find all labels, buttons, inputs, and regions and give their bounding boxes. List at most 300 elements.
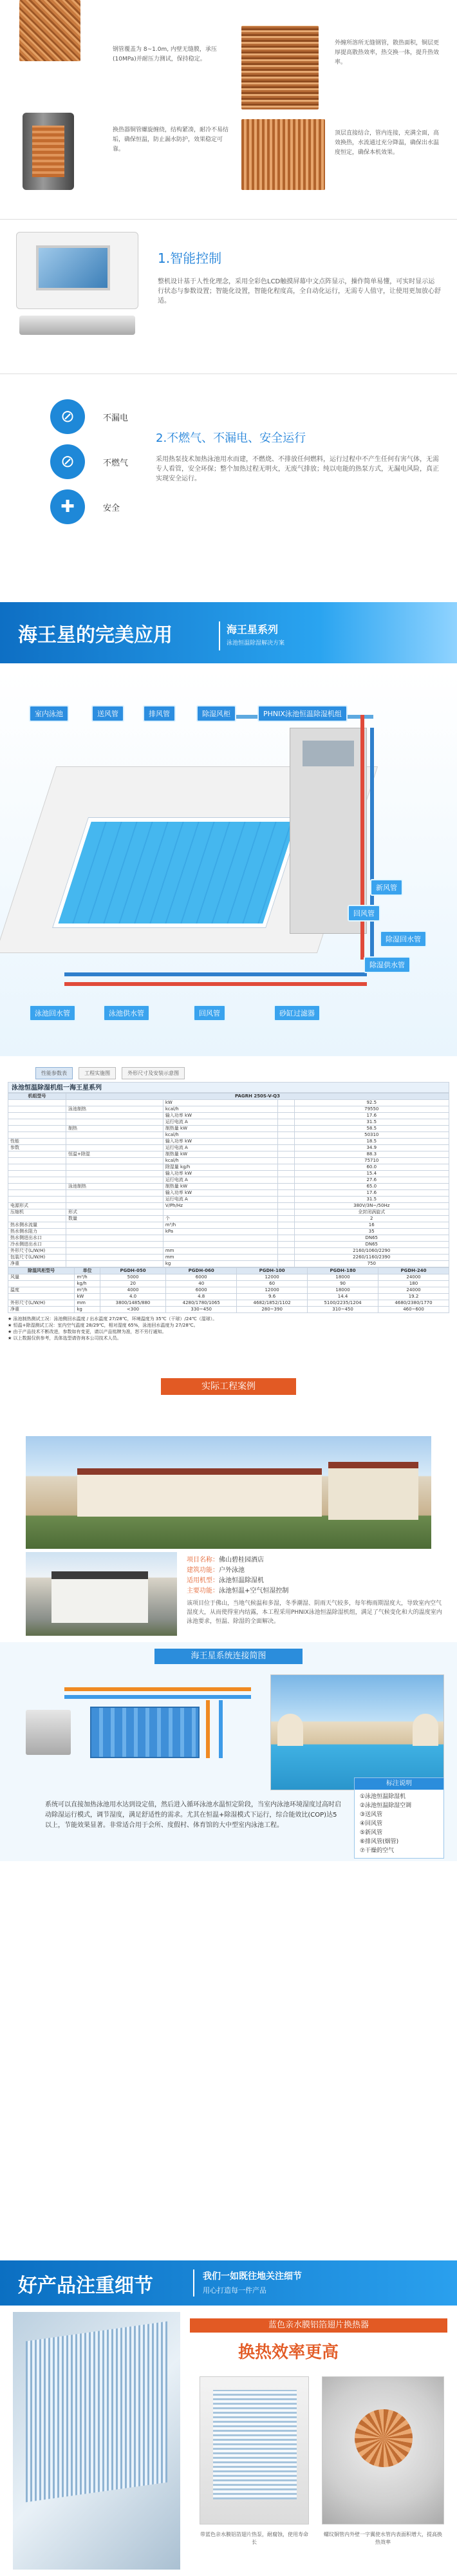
cabinet-cell: 6000 bbox=[166, 1287, 237, 1294]
indoor-pool-photo bbox=[270, 1674, 444, 1790]
cabinet-cell: 9.6 bbox=[237, 1294, 308, 1300]
spec-cell: 75710 bbox=[294, 1158, 449, 1164]
spec-cell bbox=[8, 1132, 66, 1139]
spec-row bbox=[8, 1261, 449, 1267]
banner-title: 海王星的完美应用 bbox=[18, 624, 173, 647]
spec-row bbox=[8, 1164, 449, 1171]
control-panel-photo bbox=[16, 232, 138, 309]
cabinet-cell: 4680/2380/1770 bbox=[378, 1300, 449, 1307]
safety-label-1: 不漏电 bbox=[103, 413, 129, 423]
spec-row bbox=[8, 1216, 449, 1222]
case-photo-building bbox=[26, 1552, 177, 1636]
spec-cell bbox=[66, 1235, 163, 1242]
spec-cell bbox=[8, 1106, 66, 1113]
spec-cell: mm bbox=[163, 1248, 277, 1255]
label-dehumid-cabinet: 除湿风柜 bbox=[196, 705, 236, 722]
spec-cell bbox=[163, 1235, 277, 1242]
legend-item-2: ②泳池恒温除湿空调 bbox=[360, 1803, 412, 1809]
legend-item-7: ⑦干燥的空气 bbox=[360, 1848, 395, 1854]
spec-head-cell: 除湿风柜型号 bbox=[8, 1268, 75, 1274]
spec-cell bbox=[277, 1113, 294, 1119]
detail-sub2: 用心打造每一件产品 bbox=[203, 2286, 266, 2295]
spec-cell: 电源形式 bbox=[8, 1203, 66, 1209]
spec-cell bbox=[277, 1203, 294, 1209]
note-2: ★ 恒温+除湿测试工况：室内空气温度 28/29℃，相对湿度 65%，泳池回水温度为 27/28℃。 bbox=[8, 1323, 198, 1328]
spec-cell: 压缩机 bbox=[8, 1209, 66, 1216]
spec-cell bbox=[66, 1261, 163, 1267]
spec-cell: 运行电流 A bbox=[163, 1177, 277, 1184]
fin-coil-photo bbox=[241, 119, 325, 190]
spec-cell: 个 bbox=[163, 1216, 277, 1222]
spec-cell bbox=[277, 1119, 294, 1126]
cabinet-cell: 24000 bbox=[378, 1274, 449, 1281]
cabinet-cell: 180 bbox=[378, 1281, 449, 1287]
cabinet-cell: 12000 bbox=[237, 1287, 308, 1294]
cabinet-row bbox=[8, 1307, 449, 1313]
case-key-3: 适用机型： bbox=[187, 1577, 219, 1584]
cabinet-cell: 外形尺寸(L/W/H) bbox=[8, 1300, 75, 1307]
spec-cell bbox=[8, 1158, 66, 1164]
spec-cell: 制热量 kW bbox=[163, 1126, 277, 1132]
case-val-4: 泳池恒温+空气恒湿控制 bbox=[219, 1587, 289, 1595]
spec-cell bbox=[277, 1177, 294, 1184]
banner-sub1: 海王星系列 bbox=[227, 623, 279, 636]
spec-cell: 79550 bbox=[294, 1106, 449, 1113]
intro-text-3: 换热器铜管螺旋缠绕，结构紧凑，耐冷不易结垢，确保恒温，防止漏水防护，效果稳定可靠。 bbox=[113, 127, 229, 153]
spec-table-block bbox=[8, 1082, 449, 1341]
spec-title: 泳池恒温除湿机组一海王星系列 bbox=[8, 1082, 449, 1093]
spec-cell: 运行电流 A bbox=[163, 1119, 277, 1126]
cabinet-cell: 18000 bbox=[308, 1287, 378, 1294]
cabinet-cell: 310~450 bbox=[308, 1307, 378, 1313]
spec-cell: 60.0 bbox=[294, 1164, 449, 1171]
spec-head-cell: PGDH-180 bbox=[308, 1268, 378, 1274]
cabinet-cell: 24000 bbox=[378, 1287, 449, 1294]
cabinet-cell: mm bbox=[75, 1300, 100, 1307]
spec-cell bbox=[8, 1190, 66, 1197]
divider bbox=[0, 219, 457, 220]
banner-sub2: 泳池恒温除湿解决方案 bbox=[227, 640, 285, 647]
cabinet-cell: 14.4 bbox=[308, 1294, 378, 1300]
cabinet-cell: 4.0 bbox=[100, 1294, 165, 1300]
intro-text-4: 顶层直接结合，管内连接，充满全面，高效换热，水流通过充分降温，确保出水温度恒定，确保本机效果。 bbox=[335, 130, 440, 156]
spec-cell: 输入功率 kW bbox=[163, 1171, 277, 1177]
spec-cell bbox=[66, 1255, 163, 1261]
spec-cell: 运行电流 A bbox=[163, 1197, 277, 1203]
note-3: ★ 由于产品技术不断改进，参数如有变更，请以产品铭牌为准，恕不另行通知。 bbox=[8, 1329, 167, 1334]
spec-cell: kcal/h bbox=[163, 1132, 277, 1139]
spec-cell bbox=[277, 1190, 294, 1197]
label-exhaust-duct: 排风管 bbox=[143, 705, 176, 722]
spec-cell bbox=[277, 1235, 294, 1242]
label-pool-return-pipe: 泳池回水管 bbox=[29, 1005, 76, 1021]
cabinet-cell: 温度 bbox=[8, 1287, 75, 1294]
model-label: 机组型号 bbox=[8, 1094, 66, 1100]
spec-cell bbox=[277, 1229, 294, 1235]
spec-cell bbox=[277, 1184, 294, 1190]
cabinet-cell: kg/h bbox=[75, 1281, 100, 1287]
cabinet-cell: 4000 bbox=[100, 1287, 165, 1294]
spec-cell: 2 bbox=[294, 1216, 449, 1222]
safety-label-2: 不燃气 bbox=[103, 459, 129, 468]
spec-cell: kPa bbox=[163, 1229, 277, 1235]
spec-cell bbox=[8, 1216, 66, 1222]
spec-cell bbox=[8, 1126, 66, 1132]
spec-cell: kcal/h bbox=[163, 1106, 277, 1113]
cabinet-cell: 6000 bbox=[166, 1274, 237, 1281]
spec-head-cell: PGDH-240 bbox=[378, 1268, 449, 1274]
application-banner bbox=[0, 602, 457, 663]
cabinet-cell: 风量 bbox=[8, 1274, 75, 1281]
spec-cell bbox=[66, 1164, 163, 1171]
spec-cell: 输入功率 kW bbox=[163, 1190, 277, 1197]
spec-cell bbox=[277, 1132, 294, 1139]
cabinet-cell: m³/h bbox=[75, 1287, 100, 1294]
spec-cell bbox=[277, 1216, 294, 1222]
spec-cell bbox=[277, 1145, 294, 1151]
spec-head-cell: 单位 bbox=[75, 1268, 100, 1274]
spec-cell bbox=[66, 1197, 163, 1203]
spec-cell: 制热量 kW bbox=[163, 1151, 277, 1158]
tab-dimensions[interactable]: 外形尺寸及安装示意图 bbox=[122, 1067, 185, 1079]
spec-row bbox=[8, 1158, 449, 1164]
spec-cell: 2160/1060/2290 bbox=[294, 1248, 449, 1255]
label-return-air-duct-right: 回风管 bbox=[348, 905, 380, 922]
spec-cell bbox=[277, 1197, 294, 1203]
spec-cell bbox=[8, 1197, 66, 1203]
spec-cell: 除湿量 kg/h bbox=[163, 1164, 277, 1171]
spec-cell: 冷水侧进出水口 bbox=[8, 1242, 66, 1248]
spec-cell: 750 bbox=[294, 1261, 449, 1267]
cabinet-cell: 4280/1780/1065 bbox=[166, 1300, 237, 1307]
spec-cell bbox=[66, 1119, 163, 1126]
detail-caption-2: 螺纹铜管内外壁一字翼使水管内表面积增大，提高换热效率 bbox=[324, 2532, 442, 2545]
spec-row bbox=[8, 1203, 449, 1209]
spec-cell: 净重 bbox=[8, 1261, 66, 1267]
no-leak-icon: ⊘ bbox=[50, 399, 85, 434]
spec-cell: 380V/3N~/50Hz bbox=[294, 1203, 449, 1209]
spec-cell: 泳池制热 bbox=[66, 1184, 163, 1190]
label-fresh-air-duct: 新风管 bbox=[370, 879, 403, 896]
legend-title: 标注说明 bbox=[355, 1778, 443, 1790]
spec-cell: 包装尺寸(L/W/H) bbox=[8, 1255, 66, 1261]
spec-cell: 运行电流 A bbox=[163, 1145, 277, 1151]
note-1: ★ 泳池制热测试工况：泳池侧回水温度 / 出水温度 27/28℃，环境温度为 35℃（干球）/24℃（湿球）。 bbox=[8, 1316, 218, 1321]
spec-cell bbox=[277, 1151, 294, 1158]
spec-cell bbox=[163, 1242, 277, 1248]
spec-row bbox=[8, 1184, 449, 1190]
spec-cell bbox=[277, 1209, 294, 1216]
connection-title: 海王星系统连接简图 bbox=[154, 1649, 303, 1664]
spec-row bbox=[8, 1229, 449, 1235]
spec-cell: kg bbox=[163, 1261, 277, 1267]
spec-cell: DN65 bbox=[294, 1242, 449, 1248]
spec-cell: 18.5 bbox=[294, 1139, 449, 1145]
safety-title: 2.不燃气、不漏电、安全运行 bbox=[156, 431, 306, 445]
spec-cell bbox=[8, 1177, 66, 1184]
spec-cell: kcal/h bbox=[163, 1158, 277, 1164]
case-key-4: 主要功能： bbox=[187, 1587, 219, 1595]
spec-cell bbox=[66, 1113, 163, 1119]
detail-banner bbox=[0, 2260, 457, 2306]
spec-cell bbox=[8, 1119, 66, 1126]
spec-cell bbox=[277, 1126, 294, 1132]
spec-head-cell: PGDH-050 bbox=[100, 1268, 165, 1274]
legend-item-1: ①泳池恒温除湿机 bbox=[360, 1794, 406, 1800]
cabinet-cell: 4.8 bbox=[166, 1294, 237, 1300]
spec-cell bbox=[277, 1255, 294, 1261]
spec-row bbox=[8, 1190, 449, 1197]
spec-cell: 泳池制热 bbox=[66, 1106, 163, 1113]
spec-cell bbox=[8, 1164, 66, 1171]
spec-cell: 27.6 bbox=[294, 1177, 449, 1184]
label-sand-filter: 砂缸过滤器 bbox=[274, 1005, 321, 1021]
model-value: PAGRH 250S-V-Q3 bbox=[66, 1094, 449, 1100]
spec-row bbox=[8, 1151, 449, 1158]
spec-cell: m³/h bbox=[163, 1222, 277, 1229]
spec-cell bbox=[277, 1106, 294, 1113]
label-return-air-duct: 回风管 bbox=[193, 1005, 226, 1021]
cabinet-cell bbox=[8, 1281, 75, 1287]
cabinet-cell: <300 bbox=[100, 1307, 165, 1313]
spec-cell: 恒温+除湿 bbox=[66, 1151, 163, 1158]
cabinet-cell bbox=[8, 1294, 75, 1300]
spec-cell: 热水侧水流量 bbox=[8, 1222, 66, 1229]
spec-cell bbox=[66, 1242, 163, 1248]
spec-head-cell: PGDH-060 bbox=[166, 1268, 237, 1274]
cabinet-cell: 330~450 bbox=[166, 1307, 237, 1313]
spec-row bbox=[8, 1145, 449, 1151]
fin-detail-photo bbox=[13, 2312, 180, 2570]
spec-row bbox=[8, 1197, 449, 1203]
label-indoor-pool: 室内泳池 bbox=[29, 705, 69, 722]
spec-cell bbox=[277, 1158, 294, 1164]
cabinet-cell: 18000 bbox=[308, 1274, 378, 1281]
cabinet-cell: 460~600 bbox=[378, 1307, 449, 1313]
cabinet-cell: 净重 bbox=[8, 1307, 75, 1313]
spec-cell: 参数 bbox=[8, 1145, 66, 1151]
spec-cell bbox=[66, 1229, 163, 1235]
spec-cell: 31.5 bbox=[294, 1197, 449, 1203]
case-info bbox=[187, 1555, 444, 1626]
spec-cell bbox=[66, 1222, 163, 1229]
spec-row bbox=[8, 1248, 449, 1255]
label-dehumid-supply-pipe: 除湿供水管 bbox=[364, 956, 411, 973]
spec-cell bbox=[8, 1113, 66, 1119]
spec-cell: 65.0 bbox=[294, 1184, 449, 1190]
spec-cell bbox=[277, 1248, 294, 1255]
legend-item-4: ④回风管 bbox=[360, 1821, 383, 1827]
detail-slogan: 换热效率更高 bbox=[238, 2343, 339, 2362]
spec-cell: 全封闭涡旋式 bbox=[294, 1209, 449, 1216]
spec-cell: 17.6 bbox=[294, 1190, 449, 1197]
spec-cell bbox=[8, 1184, 66, 1190]
spec-row bbox=[8, 1113, 449, 1119]
spec-row bbox=[8, 1126, 449, 1132]
note-4: ★ 以上数据仅供参考，具体选型请咨询本公司技术人员。 bbox=[8, 1336, 122, 1341]
spec-cell: 50310 bbox=[294, 1132, 449, 1139]
smart-control-body: 整机设计基于人性化理念，采用全彩色LCD触摸屏幕中文点阵显示，操作简单易懂，可实时显示运行状态与参数设置；智能化设置，智能化程度高，全自动化运行，无需专人值守，让使用更加放心舒适。 bbox=[158, 278, 441, 305]
cabinet-row bbox=[8, 1300, 449, 1307]
label-supply-duct: 送风管 bbox=[91, 705, 124, 722]
spec-cell: V/Ph/Hz bbox=[163, 1203, 277, 1209]
cabinet-cell: 4682/1852/1102 bbox=[237, 1300, 308, 1307]
spec-notes bbox=[8, 1316, 449, 1341]
spec-cell bbox=[277, 1164, 294, 1171]
spec-cell bbox=[8, 1100, 66, 1106]
spec-cell: 输入功率 kW bbox=[163, 1139, 277, 1145]
cabinet-cell: 5000 bbox=[100, 1274, 165, 1281]
case-val-3: 泳池恒温除湿机 bbox=[219, 1577, 264, 1584]
safety-label-3: 安全 bbox=[103, 504, 120, 513]
detail-chip: 蓝色亲水膜铝箔翅片换热器 bbox=[190, 2318, 447, 2333]
spec-cell: 35 bbox=[294, 1229, 449, 1235]
label-dehumid-return-pipe: 除湿回水管 bbox=[380, 931, 427, 947]
spec-cell: 性能 bbox=[8, 1139, 66, 1145]
spec-cell bbox=[66, 1203, 163, 1209]
cabinet-cell: 20 bbox=[100, 1281, 165, 1287]
intro-text-2: 外缠所溶所无缝钢管，散热面积，铜层更厚提高散热效率，热交换一体，提升热效率。 bbox=[335, 40, 440, 66]
spec-cell: 2260/1160/2390 bbox=[294, 1255, 449, 1261]
intro-text-1: 钢管覆盖为 8~1.0m, 内壁无缝膜，承压(10MPa)并耐压力测试，保持稳定。 bbox=[113, 46, 217, 62]
cabinet-cell: 19.2 bbox=[378, 1294, 449, 1300]
legend-box bbox=[354, 1777, 444, 1859]
spec-cell bbox=[66, 1158, 163, 1164]
cabinet-cell: kg bbox=[75, 1307, 100, 1313]
case-key-2: 建筑功能： bbox=[187, 1567, 219, 1574]
spec-cell bbox=[8, 1171, 66, 1177]
spec-cell: 数量 bbox=[66, 1216, 163, 1222]
cabinet-cell: kW bbox=[75, 1294, 100, 1300]
pool-system-diagram bbox=[0, 670, 457, 1056]
spec-cell: 输入功率 kW bbox=[163, 1113, 277, 1119]
spec-cell bbox=[66, 1248, 163, 1255]
legend-item-5: ⑤新风管 bbox=[360, 1830, 383, 1836]
connection-diagram bbox=[26, 1674, 257, 1765]
spec-tab-bar bbox=[0, 1056, 457, 1082]
spec-cell: 热水侧进出水口 bbox=[8, 1235, 66, 1242]
spec-cell: mm bbox=[163, 1255, 277, 1261]
spec-cell bbox=[163, 1209, 277, 1216]
spec-cell bbox=[277, 1100, 294, 1106]
fin-closeup-photo bbox=[200, 2376, 309, 2524]
controller-unit-photo bbox=[19, 316, 135, 335]
cabinet-cell: 40 bbox=[166, 1281, 237, 1287]
spec-row bbox=[8, 1242, 449, 1248]
safety-body: 采用热泵技术加热泳池用水而建，不燃烧、不排放任何燃料，运行过程中不产生任何有害气体，无需专人看管，安全环保；整个加热过程无明火，无废气排放；纯以电能的热泵方式，无漏电风险，真正实现安全运行。 bbox=[156, 456, 439, 482]
spec-cell: 制热量 kW bbox=[163, 1184, 277, 1190]
spec-row bbox=[8, 1106, 449, 1113]
spec-row bbox=[8, 1177, 449, 1184]
case-val-1: 佛山碧桂园酒店 bbox=[219, 1557, 264, 1564]
spec-cell bbox=[66, 1190, 163, 1197]
cabinet-cell: m³/h bbox=[75, 1274, 100, 1281]
spec-cell: kW bbox=[163, 1100, 277, 1106]
spec-cell: 制热 bbox=[66, 1126, 163, 1132]
spec-cell: 16 bbox=[294, 1222, 449, 1229]
spec-cell bbox=[277, 1171, 294, 1177]
detail-title: 好产品注重细节 bbox=[18, 2275, 153, 2297]
spec-row bbox=[8, 1171, 449, 1177]
copper-coil-photo bbox=[19, 0, 80, 61]
spec-table-cabinet bbox=[8, 1267, 449, 1313]
legend-item-3: ③送风管 bbox=[360, 1812, 383, 1818]
case-title: 实际工程案例 bbox=[161, 1378, 296, 1395]
detail-caption-1: 带蓝色亲水膜铝箔翅片热泵，耐腐蚀，使用寿命长 bbox=[200, 2532, 308, 2545]
spec-row bbox=[8, 1235, 449, 1242]
spec-cell: 外形尺寸(L/W/H) bbox=[8, 1248, 66, 1255]
safe-shield-icon: ✚ bbox=[50, 489, 85, 524]
spec-row bbox=[8, 1209, 449, 1216]
spec-row bbox=[8, 1100, 449, 1106]
spec-row bbox=[8, 1132, 449, 1139]
spec-cell bbox=[66, 1139, 163, 1145]
detail-sub: 我们一如既往地关注细节 bbox=[203, 2271, 302, 2282]
tab-engineering[interactable]: 工程实施图 bbox=[79, 1067, 116, 1079]
spec-cell: 58.5 bbox=[294, 1126, 449, 1132]
spec-cell bbox=[66, 1145, 163, 1151]
cabinet-cell: 3800/1485/880 bbox=[100, 1300, 165, 1307]
no-gas-icon: ⊘ bbox=[50, 444, 85, 479]
label-phnix-unit: PHNIX泳池恒温除湿机组 bbox=[257, 705, 348, 722]
spec-cell bbox=[66, 1132, 163, 1139]
spec-cell bbox=[277, 1139, 294, 1145]
copper-tube-closeup-photo bbox=[322, 2376, 444, 2524]
case-key-1: 项目名称： bbox=[187, 1557, 219, 1564]
spec-cell bbox=[277, 1261, 294, 1267]
spec-row bbox=[8, 1139, 449, 1145]
spec-cell bbox=[66, 1100, 163, 1106]
smart-control-title: 1.智能控制 bbox=[158, 251, 222, 266]
spec-cell: 31.5 bbox=[294, 1119, 449, 1126]
label-pool-supply-pipe: 泳池供水管 bbox=[103, 1005, 150, 1021]
cabinet-row bbox=[8, 1287, 449, 1294]
spec-cell: 92.5 bbox=[294, 1100, 449, 1106]
spec-row bbox=[8, 1222, 449, 1229]
case-body: 该项目位于佛山，当地气候温和多湿，冬季潮湿、阴雨天气较多，每年梅雨期湿度大，导致室内空气湿度大，从而使得室内结露，本工程采用PHNIX泳池恒温除湿机组，满足了气候变化和大的温度室内泳池要求，恒温、除湿的全面解决。 bbox=[187, 1600, 442, 1625]
tab-performance[interactable]: 性能参数表 bbox=[35, 1067, 73, 1079]
spec-cell: 形式 bbox=[66, 1209, 163, 1216]
spec-cell: 17.6 bbox=[294, 1113, 449, 1119]
heat-exchanger-photo bbox=[241, 26, 319, 109]
connection-body: 系统可以直接加热泳池用水达到设定值，然后进入循环泳池水温恒定阶段，当室内泳池环境湿度过高时启动除湿运行模式，调节湿度，满足舒适性的需求。尤其在恒温+除湿模式下运行，综合能效比(COP)达5以上，节能效果显著。非常适合用于会所、度假村、体育馆的大中型室内泳池工程。 bbox=[45, 1801, 341, 1829]
spec-cell: DN65 bbox=[294, 1235, 449, 1242]
case-photo-resort bbox=[26, 1436, 431, 1549]
cabinet-cell: 12000 bbox=[237, 1274, 308, 1281]
cabinet-cell: 5100/2235/1204 bbox=[308, 1300, 378, 1307]
cabinet-cell: 90 bbox=[308, 1281, 378, 1287]
spec-row bbox=[8, 1255, 449, 1261]
spec-cell bbox=[66, 1171, 163, 1177]
spec-table-main bbox=[8, 1093, 449, 1267]
spec-cell: 15.4 bbox=[294, 1171, 449, 1177]
cabinet-cell: 60 bbox=[237, 1281, 308, 1287]
spec-cell: 88.3 bbox=[294, 1151, 449, 1158]
spec-row bbox=[8, 1119, 449, 1126]
cabinet-row bbox=[8, 1294, 449, 1300]
case-val-2: 户外泳池 bbox=[219, 1567, 245, 1574]
spec-cell bbox=[277, 1222, 294, 1229]
spec-head-cell: PGDH-100 bbox=[237, 1268, 308, 1274]
spec-cell bbox=[8, 1151, 66, 1158]
spec-cell bbox=[66, 1177, 163, 1184]
cabinet-cell: 280~390 bbox=[237, 1307, 308, 1313]
tank-cutaway-photo bbox=[23, 113, 74, 190]
legend-item-6: ⑥排风管(烟管) bbox=[360, 1839, 399, 1845]
spec-cell: 34.9 bbox=[294, 1145, 449, 1151]
cabinet-row bbox=[8, 1274, 449, 1281]
spec-cell: 热水侧水阻力 bbox=[8, 1229, 66, 1235]
